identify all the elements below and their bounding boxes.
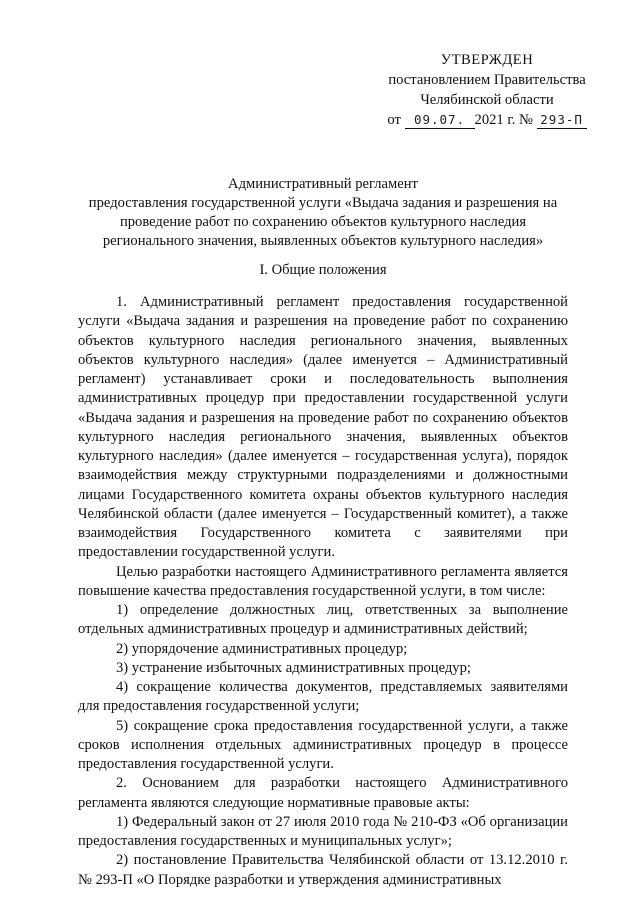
document-body	[78, 293, 568, 890]
document-title	[78, 175, 568, 251]
paragraph-1: 1. Административный регламент предоставления государственной услуги «Выдача задания и разрешения на проведение работ по сохранению объектов культурного наследия регионального значения, выявленных объектов культурного наследия» (далее именуется – Административный регламент) устанавливает сроки и последовательность выполнения административных процедур при предоставлении государственной услуги «Выдача задания и разрешения на проведение работ по сохранению объектов культурного наследия регионального значения, выявленных объектов культурного наследия» (далее именуется – государственная услуга), порядок взаимодействия между структурными подразделениями и должностными лицами Государственного комитета охраны объектов культурного наследия Челябинской области (далее именуется – Государственный комитет), а также взаимодействия Государственного комитета с заявителями при предоставлении государственной услуги.	[78, 294, 568, 561]
approval-title: УТВЕРЖДЕН	[440, 52, 534, 68]
approval-number-field	[537, 112, 587, 129]
paragraph-6: 4) сокращение количества документов, представляемых заявителями для предоставления государственной услуги;	[78, 679, 568, 715]
approval-date-field	[405, 112, 475, 129]
approval-date-line	[372, 110, 602, 130]
paragraph-10: 2) постановление Правительства Челябинской области от 13.12.2010 г. № 293-П «О Порядке разработки и утверждения административных	[78, 852, 568, 888]
paragraph-4: 2) упорядочение административных процедур;	[116, 640, 408, 657]
approval-number-handwritten: 293-П	[540, 112, 583, 127]
paragraph-2: Целью разработки настоящего Административного регламента является повышение качества предоставления государственной услуги, в том числе:	[78, 563, 568, 599]
approval-line-2: Челябинской области	[420, 92, 554, 108]
title-line-4: регионального значения, выявленных объектов культурного наследия»	[102, 233, 544, 249]
approval-year: 2021 г. №	[474, 112, 533, 128]
section-heading: I. Общие положения	[259, 262, 387, 278]
approval-prefix: от	[387, 112, 401, 128]
paragraph-9: 1) Федеральный закон от 27 июля 2010 года № 210-ФЗ «Об организации предоставления государственных и муниципальных услуг»;	[78, 813, 568, 849]
title-line-1: Административный регламент	[228, 176, 418, 192]
paragraph-3: 1) определение должностных лиц, ответственных за выполнение отдельных административных процедур и административных действий;	[78, 602, 568, 638]
paragraph-7: 5) сокращение срока предоставления государственной услуги, а также сроков исполнения отдельных административных процедур в процессе предоставления государственной услуги.	[78, 717, 568, 772]
title-line-2: предоставления государственной услуги «Выдача задания и разрешения на	[88, 195, 558, 211]
title-line-3: проведение работ по сохранению объектов культурного наследия	[119, 214, 527, 230]
approval-line-1: постановлением Правительства	[388, 72, 586, 88]
paragraph-8: 2. Основанием для разработки настоящего Административного регламента являются следующие нормативные правовые акты:	[78, 775, 568, 811]
paragraph-5: 3) устранение избыточных административных процедур;	[116, 659, 471, 676]
approval-date-handwritten: 09.07.	[413, 112, 466, 127]
approval-stamp	[372, 50, 602, 130]
